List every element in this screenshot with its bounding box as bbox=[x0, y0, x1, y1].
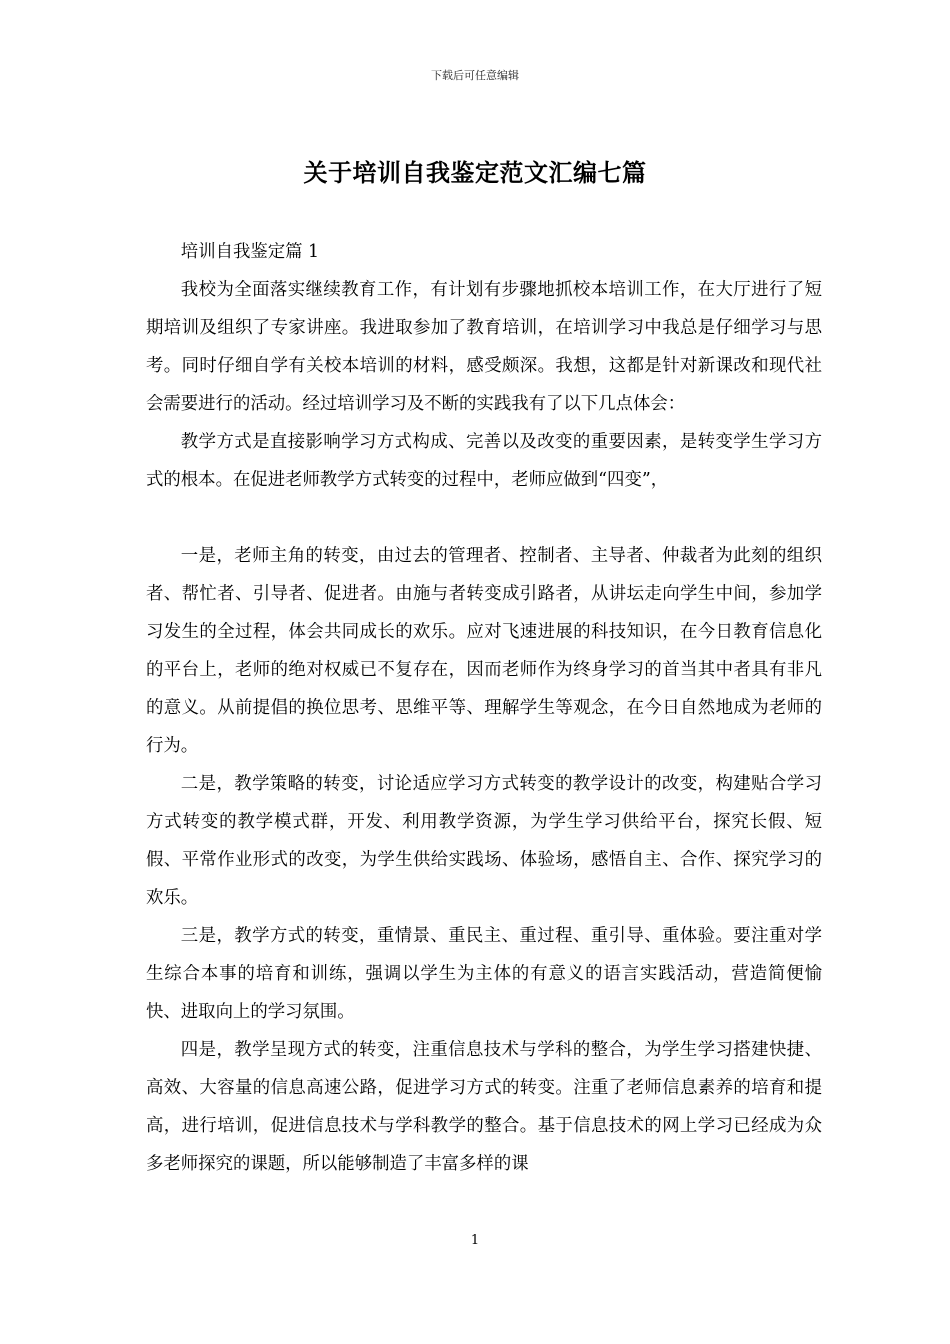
paragraph-change-two: 二是，教学策略的转变，讨论适应学习方式转变的教学设计的改变，构建贴合学习方式转变的教学模式群，开发、利用教学资源，为学生学习供给平台，探究长假、短假、平常作业形式的改变，为学生供给实践场、体验场，感悟自主、合作、探究学习的欢乐。 bbox=[146, 774, 822, 908]
paragraph-intro: 我校为全面落实继续教育工作，有计划有步骤地抓校本培训工作，在大厅进行了短期培训及组织了专家讲座。我进取参加了教育培训，在培训学习中我总是仔细学习与思考。同时仔细自学有关校本培训的材料，感受颇深。我想，这都是针对新课改和现代社会需要进行的活动。经过培训学习及不断的实践我有了以下几点体会： bbox=[146, 280, 822, 414]
paragraph-change-four: 四是，教学呈现方式的转变，注重信息技术与学科的整合，为学生学习搭建快捷、高效、大容量的信息高速公路，促进学习方式的转变。注重了老师信息素养的培育和提高，进行培训，促进信息技术与学科教学的整合。基于信息技术的网上学习已经成为众多老师探究的课题，所以能够制造了丰富多样的课 bbox=[146, 1040, 822, 1174]
paragraph-change-one: 一是，老师主角的转变，由过去的管理者、控制者、主导者、仲裁者为此刻的组织者、帮忙者、引导者、促进者。由施与者转变成引路者，从讲坛走向学生中间，参加学习发生的全过程，体会共同成长的欢乐。应对飞速进展的科技知识，在今日教育信息化的平台上，老师的绝对权威已不复存在，因而老师作为终身学习的首当其中者具有非凡的意义。从前提倡的换位思考、思维平等、理解学生等观念，在今日自然地成为老师的行为。 bbox=[146, 546, 822, 756]
paragraph-four-changes: 教学方式是直接影响学习方式构成、完善以及改变的重要因素，是转变学生学习方式的根本。在促进老师教学方式转变的过程中，老师应做到“四变”， bbox=[146, 432, 822, 490]
paragraph-change-three: 三是，教学方式的转变，重情景、重民主、重过程、重引导、重体验。要注重对学生综合本事的培育和训练，强调以学生为主体的有意义的语言实践活动，营造简便愉快、进取向上的学习氛围。 bbox=[146, 926, 822, 1022]
section-heading: 培训自我鉴定篇 1 bbox=[180, 242, 320, 262]
page-number: 1 bbox=[470, 1233, 480, 1248]
document-body bbox=[146, 233, 822, 1183]
document-title: 关于培训自我鉴定范文汇编七篇 bbox=[303, 158, 647, 187]
header-note: 下载后可任意编辑 bbox=[431, 69, 519, 82]
